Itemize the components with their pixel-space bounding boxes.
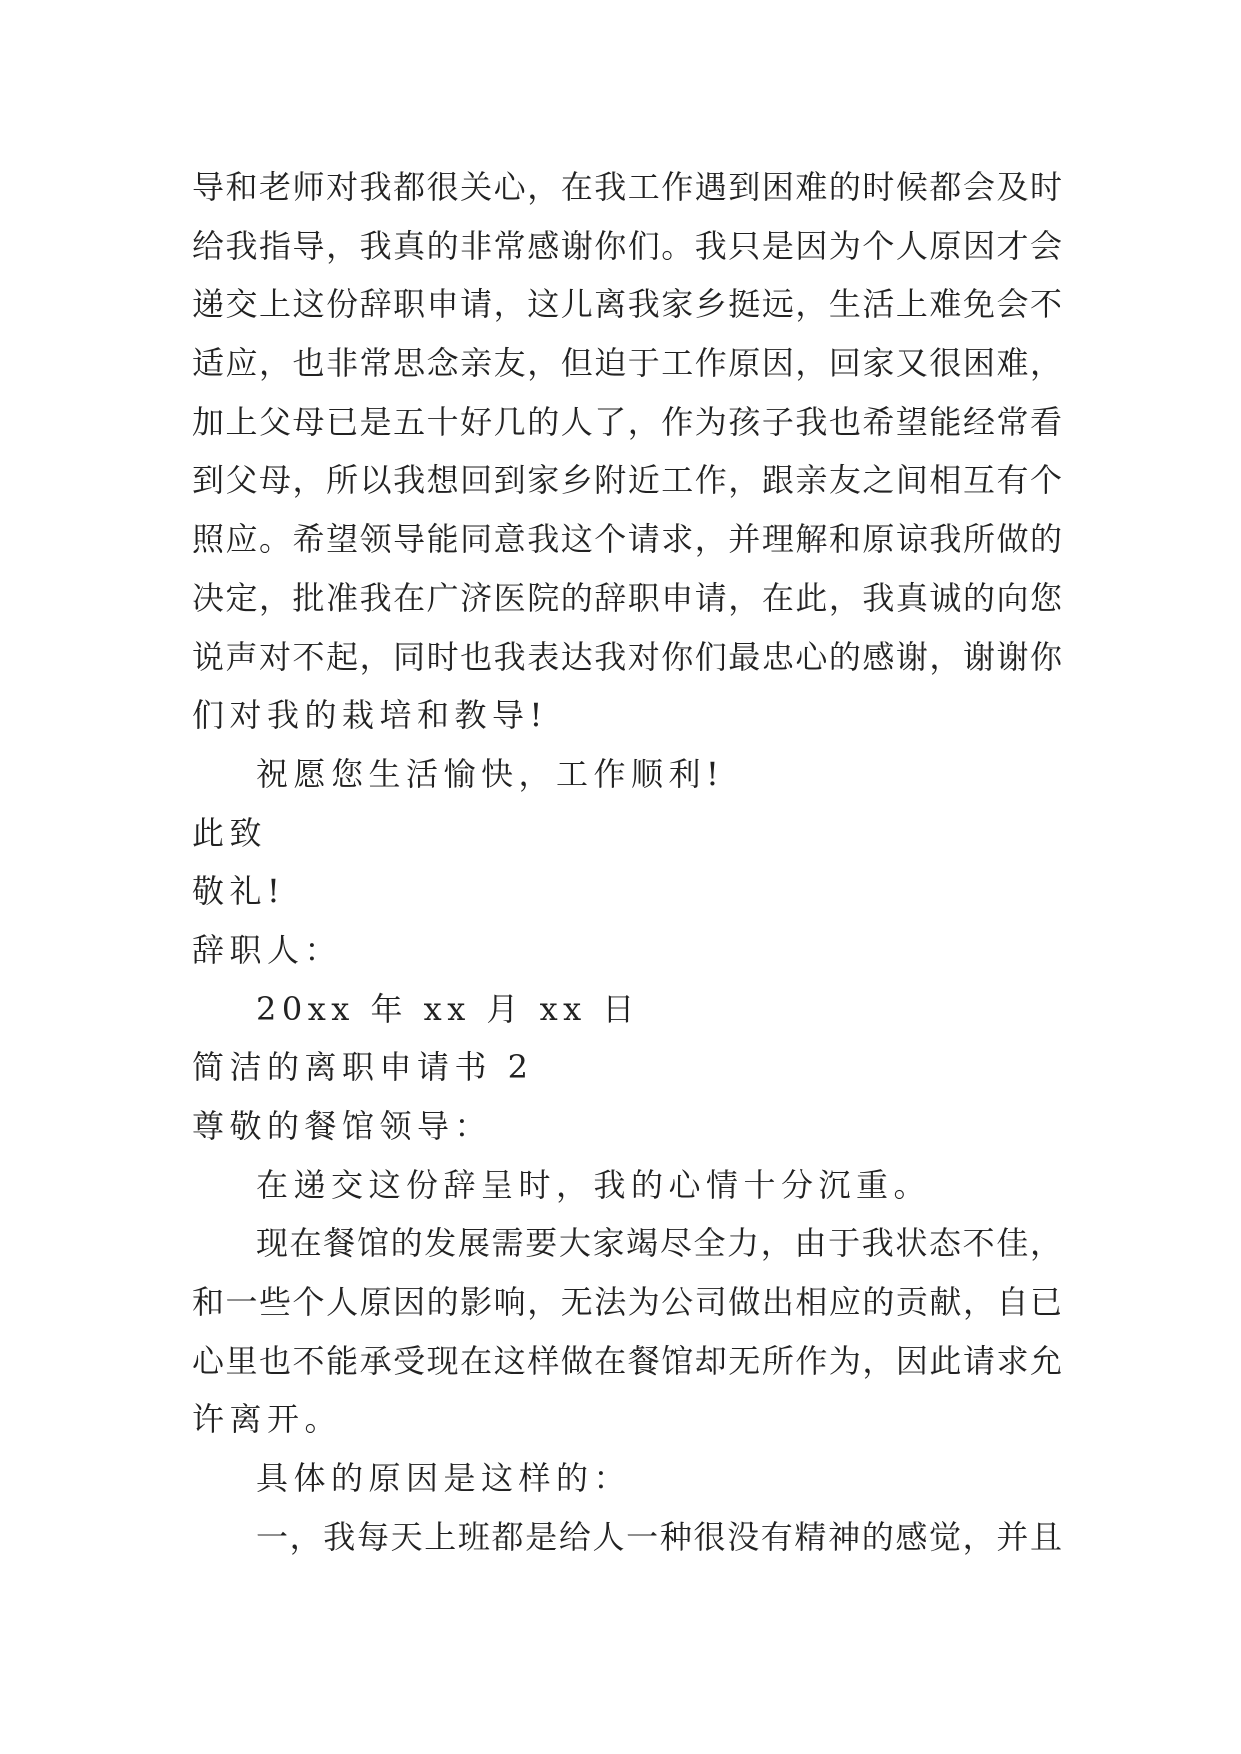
text-line: 现在餐馆的发展需要大家竭尽全力，由于我状态不佳， [256, 1224, 1062, 1263]
text-line: 说声对不起，同时也我表达我对你们最忠心的感谢，谢谢你 [192, 637, 1062, 676]
text-line: 许离开。 [192, 1400, 343, 1439]
text-line: 敬礼! [192, 872, 286, 911]
text-line: 心里也不能承受现在这样做在餐馆却无所作为，因此请求允 [192, 1341, 1062, 1380]
text-line: 简洁的离职申请书 2 [192, 1048, 534, 1087]
text-line: 们对我的栽培和教导! [192, 696, 548, 735]
text-line: 加上父母已是五十好几的人了，作为孩子我也希望能经常看 [192, 402, 1062, 441]
document-body [192, 158, 1062, 1567]
text-line: 一，我每天上班都是给人一种很没有精神的感觉，并且 [256, 1517, 1062, 1556]
text-line: 具体的原因是这样的： [256, 1459, 632, 1498]
text-line: 祝愿您生活愉快，工作顺利! [256, 754, 725, 793]
text-line: 给我指导，我真的非常感谢你们。我只是因为个人原因才会 [192, 226, 1062, 265]
text-line: 在递交这份辞呈时，我的心情十分沉重。 [256, 1165, 932, 1204]
text-line: 导和老师对我都很关心，在我工作遇到困难的时候都会及时 [192, 168, 1062, 206]
text-line: 照应。希望领导能同意我这个请求，并理解和原谅我所做的 [192, 520, 1062, 559]
text-line: 和一些个人原因的影响，无法为公司做出相应的贡献，自已 [192, 1283, 1062, 1322]
text-line: 适应，也非常思念亲友，但迫于工作原因，回家又很困难， [192, 344, 1062, 383]
text-line: 递交上这份辞职申请，这儿离我家乡挺远，生活上难免会不 [192, 285, 1062, 324]
text-line: 辞职人： [192, 930, 343, 969]
text-line: 决定，批准我在广济医院的辞职申请，在此，我真诚的向您 [192, 578, 1062, 617]
text-line: 此致 [192, 813, 268, 852]
text-line: 20xx 年 xx 月 xx 日 [256, 989, 640, 1028]
text-line: 尊敬的餐馆领导： [192, 1107, 493, 1145]
text-line: 到父母，所以我想回到家乡附近工作，跟亲友之间相互有个 [192, 461, 1062, 500]
